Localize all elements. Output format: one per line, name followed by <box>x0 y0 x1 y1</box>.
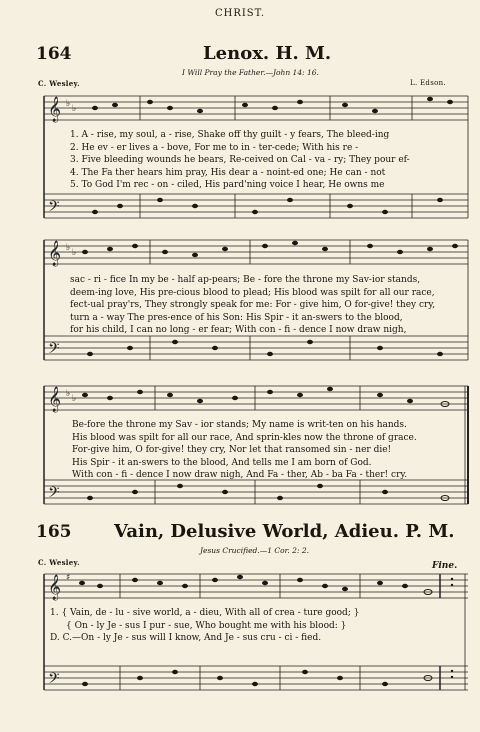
author-credit: C. Wesley. <box>38 79 80 88</box>
composer-credit: L. Edson. <box>410 79 446 87</box>
svg-text:𝄞: 𝄞 <box>48 241 62 266</box>
verse-line: { On - ly Je - sus I pur - sue, Who bought me with his blood: } <box>66 620 347 631</box>
verse-line: 2. He ev - er lives a - bove, For me to in - ter-cede; With his re - <box>70 142 359 153</box>
svg-text:♭: ♭ <box>66 389 71 399</box>
verse-line: 1. A - rise, my soul, a - rise, Shake off thy guilt - y fears, The bleed-ing <box>70 130 390 140</box>
svg-text:𝄞: 𝄞 <box>48 575 62 600</box>
verse-line: turn a - way The pres-ence of his Son: His Spir - it an-swers to the blood, <box>70 312 403 323</box>
verse-line: His Spir - it an-swers to the blood, And tells me I am born of God. <box>72 457 372 468</box>
scripture-reference: Jesus Crucified.—1 Cor. 2: 2. <box>200 546 310 555</box>
verse-line: 3. Five bleeding wounds he bears, Re-ceived on Cal - va - ry; They pour ef- <box>70 155 410 165</box>
svg-text:♭: ♭ <box>72 104 77 114</box>
verse-line: Be-fore the throne my Sav - ior stands; My name is writ-ten on his hands. <box>72 420 407 430</box>
verse-line: With con - fi - dence I now draw nigh, And Fa - ther, Ab - ba Fa - ther! cry. <box>72 470 408 480</box>
svg-text:𝄞: 𝄞 <box>48 97 62 122</box>
hymn-title: Vain, Delusive World, Adieu. P. M. <box>114 521 455 542</box>
author-credit: C. Wesley. <box>38 558 80 567</box>
svg-text:♭: ♭ <box>66 243 71 253</box>
lyrics-system-4 <box>50 607 359 645</box>
verse-line: For-give him, O for-give! they cry, Nor let that ransomed sin - ner die! <box>72 445 392 455</box>
svg-text:♭: ♭ <box>72 394 77 404</box>
verse-line: deem-ing love, His pre-cious blood to plead; His blood was spilt for all our race, <box>70 287 435 298</box>
verse-line: fect-ual pray'rs, They strongly speak for me: For - give him, O for-give! they cry, <box>70 300 436 310</box>
verse-line: for his child, I can no long - er fear; With con - fi - dence I now draw nigh, <box>70 325 407 335</box>
scripture-reference: I Will Pray the Father.—John 14: 16. <box>182 68 319 77</box>
svg-text:𝄢: 𝄢 <box>48 340 60 361</box>
fine-marking: Fine. <box>432 561 458 571</box>
verse-line: 5. To God I'm rec - on - ciled, His pard'ning voice I hear, He owns me <box>70 180 385 190</box>
svg-text:𝄢: 𝄢 <box>48 484 60 505</box>
hymn-title: Lenox. H. M. <box>203 43 332 64</box>
verse-line: 4. The Fa ther hears him pray, His dear a - noint-ed one; He can - not <box>70 167 386 178</box>
lyrics-system-1 <box>70 129 410 192</box>
verse-line: 1. { Vain, de - lu - sive world, a - dieu, With all of crea - ture good; } <box>50 608 360 618</box>
svg-text:𝄞: 𝄞 <box>48 387 62 412</box>
hymn-number: 165 <box>36 522 72 542</box>
svg-text:𝄢: 𝄢 <box>48 198 60 219</box>
lyrics-system-3 <box>72 419 417 482</box>
music-staff-system-4 <box>0 566 480 732</box>
verse-line: sac - ri - fice In my be - half ap-pears; Be - fore the throne my Sav-ior stands, <box>70 275 421 285</box>
running-head: CHRIST. <box>214 8 266 19</box>
lyrics-system-2 <box>70 274 435 337</box>
svg-text:𝄢: 𝄢 <box>48 670 60 691</box>
verse-line: D. C.—On - ly Je - sus will I know, And Je - sus cru - ci - fied. <box>50 633 322 643</box>
svg-text:♭: ♭ <box>72 248 77 258</box>
svg-text:♯: ♯ <box>66 573 71 583</box>
verse-line: His blood was spilt for all our race, And sprin-kles now the throne of grace. <box>72 432 417 443</box>
hymn-number: 164 <box>36 44 72 64</box>
svg-text:♭: ♭ <box>66 99 71 109</box>
